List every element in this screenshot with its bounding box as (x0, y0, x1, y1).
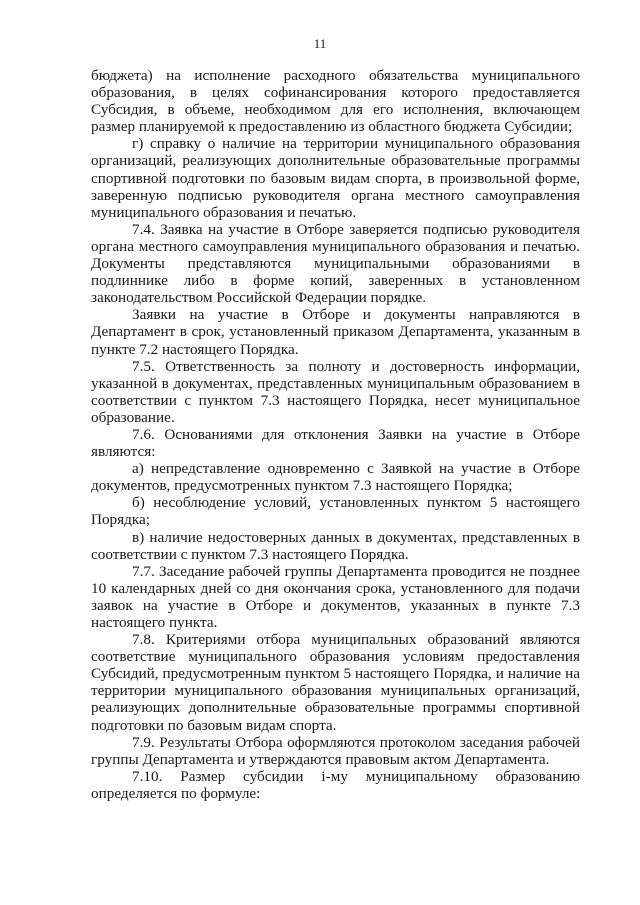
paragraph-7-9: 7.9. Результаты Отбора оформляются протоколом заседания рабочей группы Департамента и утверждаются правовым актом Департамента. (91, 733, 580, 768)
paragraph-item-a: а) непредставление одновременно с Заявкой на участие в Отборе документов, предусмотренных пунктом 7.3 настоящего Порядка; (91, 460, 580, 495)
paragraph-7-10: 7.10. Размер субсидии i-му муниципальному образованию определяется по формуле: (91, 767, 580, 802)
paragraph-item-g: г) справку о наличие на территории муниципального образования организаций, реализующих дополнительные образовательные программы спортивной подготовки по базовым видам спорта, в произвольной форме, заверенную подписью руководителя органа местного самоуправления муниципального образования и печатью. (91, 135, 580, 221)
paragraph-applications-sent: Заявки на участие в Отборе и документы направляются в Департамент в срок, установленный приказом Департамента, указанным в пункте 7.2 настоящего Порядка. (91, 306, 580, 358)
paragraph-7-4: 7.4. Заявка на участие в Отборе заверяется подписью руководителя органа местного самоуправления муниципального образования и печатью. Документы представляются муниципальными образованиями в подлиннике либо в форме копий, заверенных в установленном законодательством Российской Федерации порядке. (91, 220, 580, 307)
paragraph-7-6: 7.6. Основаниями для отклонения Заявки на участие в Отборе являются: (91, 425, 580, 461)
paragraph-7-7: 7.7. Заседание рабочей группы Департамента проводится не позднее 10 календарных дней со дня окончания срока, установленного для подачи заявок на участие в Отборе и документов, указанных в пункте 7.3 настоящего пункта. (91, 562, 580, 631)
paragraph-7-8: 7.8. Критериями отбора муниципальных образований являются соответствие муниципального образования условиям предоставления Субсидий, предусмотренным пунктом 5 настоящего Порядка, и наличие на территории муниципального образования муниципальных организаций, реализующих дополнительные образовательные программы спортивной подготовки по базовым видам спорта. (91, 631, 580, 734)
document-body (91, 67, 580, 802)
paragraph-item-b: б) несоблюдение условий, установленных пунктом 5 настоящего Порядка; (91, 494, 580, 529)
paragraph-7-5: 7.5. Ответственность за полноту и достоверность информации, указанной в документах, представленных муниципальным образованием в соответствии с пунктом 7.3 настоящего Порядка, несет муниципальное образование. (91, 357, 580, 426)
paragraph-item-v: в) наличие недостоверных данных в документах, представленных в соответствии с пунктом 7.3 настоящего Порядка. (91, 528, 580, 563)
page-number: 11 (313, 36, 327, 51)
paragraph-budget-continuation: бюджета) на исполнение расходного обязательства муниципального образования, в целях софинансирования которого предоставляется Субсидия, в объеме, необходимом для его исполнения, включающем размер планируемой к предоставлению из областного бюджета Субсидии; (91, 67, 580, 136)
